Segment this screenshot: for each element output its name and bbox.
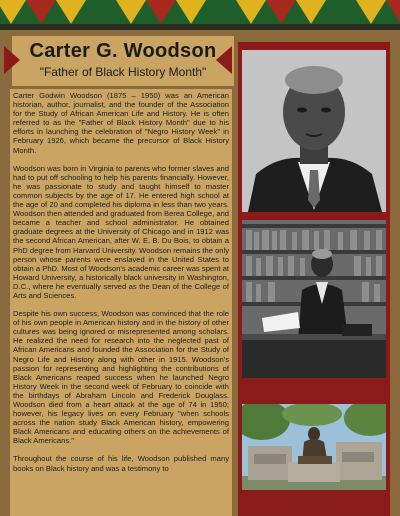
kente-triangle — [56, 0, 86, 24]
kente-triangle — [386, 0, 400, 24]
study-photo — [242, 220, 386, 378]
kente-triangle — [236, 0, 266, 24]
kente-triangle — [0, 0, 26, 24]
kente-border — [0, 0, 400, 30]
title-banner — [12, 36, 234, 86]
page-title: Carter G. Woodson — [29, 40, 217, 62]
photo-column — [238, 42, 390, 516]
kente-triangle — [146, 0, 176, 24]
kente-triangle — [266, 0, 296, 24]
right-flag-icon — [216, 46, 232, 74]
kente-stripe — [0, 24, 400, 30]
kente-triangle — [296, 0, 326, 24]
portrait-photo — [242, 50, 386, 212]
kente-triangle — [26, 0, 56, 24]
biography-paragraph: Carter Godwin Woodson (1875 – 1950) was an American historian, author, journalist, and the founder of the Association for the Study of African American Life and History. He is often referred to as the "Father of Black History Month" due to his efforts in launching the celebration of "Negro History Week" in February 1926, which became the precursor of Black History Month. — [13, 91, 229, 155]
monument-photo — [242, 404, 386, 490]
biography-paragraph: Throughout the course of his life, Woodson published many books on Black history and was a testimony to — [13, 454, 229, 473]
kente-triangle — [206, 0, 236, 24]
kente-triangle — [326, 0, 356, 24]
kente-triangle — [356, 0, 386, 24]
biography-paragraph: Despite his own success, Woodson was convinced that the role of his own people in American history and in the history of other cultures was being ignored or misrepresented among scholars. He realized the need for research into the neglected past of African Americans and founded the Association for the Study of Negro Life and History along with other in 1915. Woodson's passion for representing and highlighting the contributions of Black Americans reaped success when he launched Negro History Week in the second week of February to coincide with the birthdays of Abraham Lincoln and Frederick Douglass. Woodson died from a heart attack at the age of 74 in 1950; however, his legacy lives on every February "when schools across the nation study Black American history, empowering Black Americans and educating others on the achievements of Black Americans." — [13, 309, 229, 446]
kente-triangle — [86, 0, 116, 24]
page-subtitle: "Father of Black History Month" — [39, 65, 207, 79]
kente-triangle — [116, 0, 146, 24]
left-flag-icon — [4, 46, 20, 74]
biography-panel — [10, 89, 232, 516]
biography-paragraph: Woodson was born in Virginia to parents who former slaves and had to put off schooling to help his parents financially. However, he was passionate to study and taught himself to master common subjects by the age of 17. He entered high school at the age of 20 and completed his diploma in less than two years. Woodson then attended and graduated from Berea College, and became a teacher and school administrator. He obtained graduate degrees at the University of Chicago and in 1912 was the second African American, after W. E. B. Du Bois, to obtain a PhD degree from Harvard University. Woodson remains the only person whose parents were enslaved in the United States to obtain a PhD. Most of Woodson's academic career was spent at Howard University, a historically black university in Washington, D.C., where he eventually served as the Dean of the College of Arts and Sciences. — [13, 163, 230, 300]
kente-triangle — [176, 0, 206, 24]
